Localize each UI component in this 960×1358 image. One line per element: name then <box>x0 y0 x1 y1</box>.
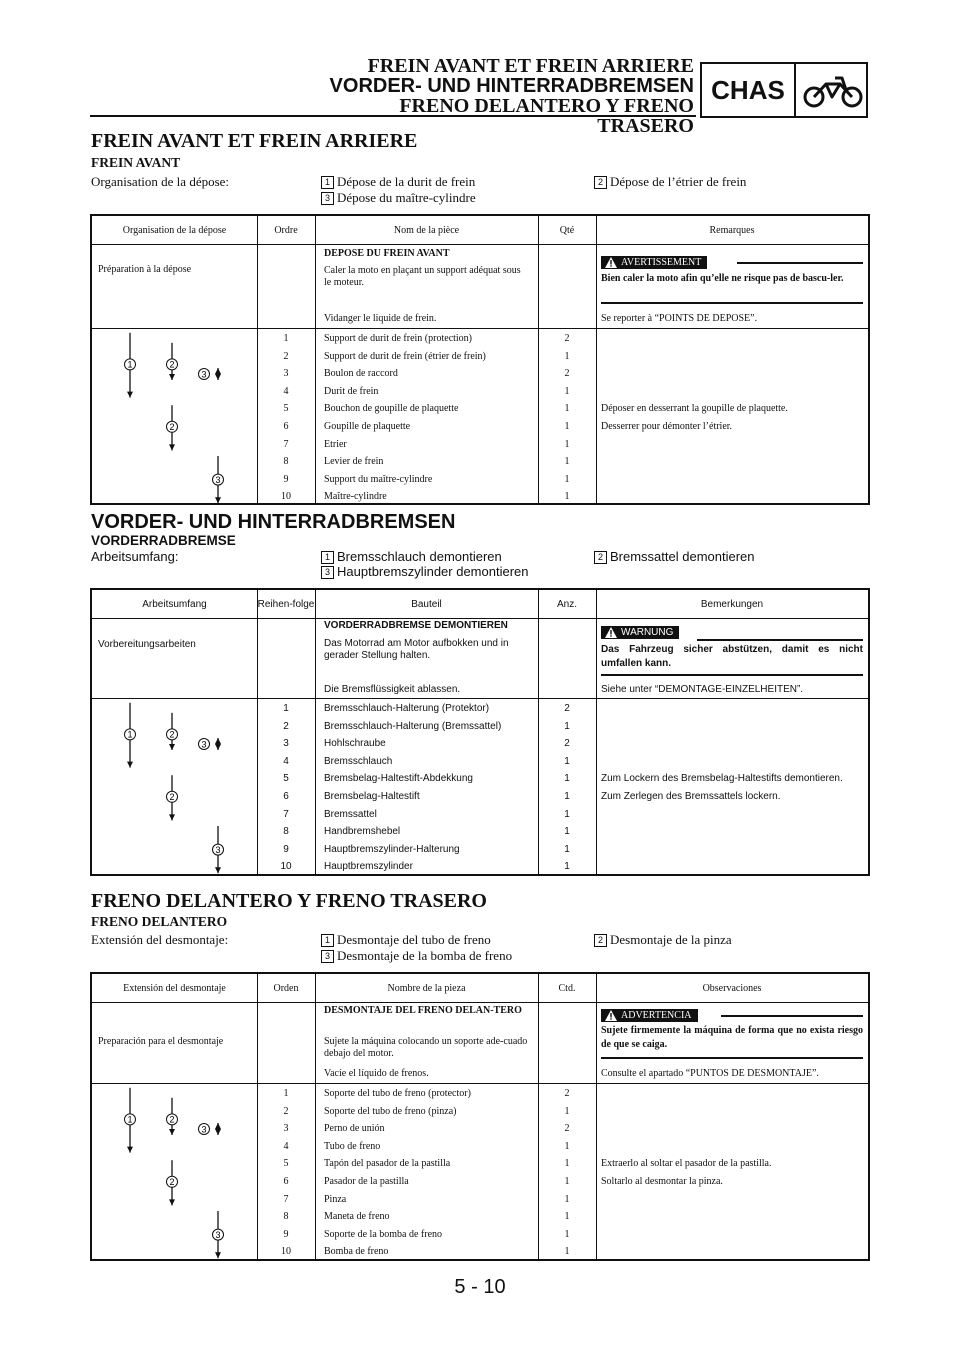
scope-step2-text: Dépose de l’étrier de frein <box>610 174 747 189</box>
scope-step1-de <box>321 549 502 564</box>
order-cell: 2 <box>283 350 289 362</box>
section-title-fr: FREIN AVANT ET FREIN ARRIERE <box>91 130 418 152</box>
section-subtitle-fr: FREIN AVANT <box>91 155 181 170</box>
col-header: Arbeitsumfang <box>142 598 207 610</box>
col-header: Bauteil <box>411 598 442 610</box>
remark-cell: Zum Zerlegen des Bremssattels lockern. <box>601 791 781 802</box>
order-cell: 3 <box>283 1123 289 1135</box>
warning-text: Sujete firmemente la máquina de forma que no exista riesgo de que se caiga. <box>601 1025 863 1050</box>
warning-label <box>601 1009 698 1022</box>
scope-step2-text: Bremssattel demontieren <box>610 549 755 564</box>
arrow-head <box>169 814 175 820</box>
order-cell: 5 <box>283 773 289 785</box>
step-marker-label: 3 <box>215 844 221 855</box>
disassembly-table-fr <box>90 214 870 505</box>
order-cell: 10 <box>281 1246 291 1258</box>
part-name: Pasador de la pastilla <box>324 1176 409 1187</box>
col-header: Remarques <box>709 224 755 236</box>
page-number: 5 - 10 <box>454 1276 506 1298</box>
part-name: Support de durit de frein (protection) <box>324 333 473 344</box>
order-cell: 4 <box>283 385 289 397</box>
prep-heading: DESMONTAJE DEL FRENO DELAN-TERO <box>324 1005 522 1016</box>
part-name: Bremsbelag-Haltestift <box>324 791 420 802</box>
order-cell: 6 <box>283 1176 289 1187</box>
order-cell: 10 <box>280 861 292 873</box>
prep-label: Préparation à la dépose <box>98 264 192 275</box>
marker-2: 2 <box>594 551 607 564</box>
table-header <box>92 590 868 619</box>
quantity-cell: 1 <box>564 403 570 415</box>
order-cell: 8 <box>283 826 289 838</box>
prep-heading: DEPOSE DU FREIN AVANT <box>324 248 450 259</box>
step-marker-label: 3 <box>201 369 207 380</box>
quantity-cell: 1 <box>564 773 570 785</box>
prep-heading: VORDERRADBREMSE DEMONTIEREN <box>324 620 508 631</box>
part-name: Goupille de plaquette <box>324 421 411 432</box>
order-cell: 7 <box>283 808 289 820</box>
quantity-cell: 1 <box>564 1105 570 1117</box>
warning-rule <box>601 302 863 304</box>
remark-cell: Soltarlo al desmontar la pinza. <box>601 1176 723 1187</box>
part-name: Bremssattel <box>324 808 377 820</box>
section-subtitle-es: FRENO DELANTERO <box>91 914 228 929</box>
quantity-cell: 2 <box>564 1088 570 1099</box>
warning-label-text: ADVERTENCIA <box>621 1010 692 1021</box>
warning-rule <box>601 674 863 676</box>
step-marker-label: 2 <box>169 792 175 803</box>
quantity-cell: 1 <box>564 755 570 767</box>
col-header: Organisation de la dépose <box>122 224 227 236</box>
motorcycle-icon <box>802 70 864 110</box>
part-name: Levier de frein <box>324 456 384 468</box>
header-rule <box>90 115 696 117</box>
arrow-head <box>215 867 221 873</box>
order-diagram <box>92 1083 257 1259</box>
scope-label-es: Extensión del desmontaje: <box>91 932 229 947</box>
header-title-de: VORDER- UND HINTERRADBREMSEN <box>329 75 694 97</box>
part-name: Soporte del tubo de freno (pinza) <box>324 1105 457 1117</box>
arrow-head <box>169 1129 175 1135</box>
order-cell: 4 <box>283 755 289 767</box>
order-cell: 9 <box>283 843 289 855</box>
order-cell: 3 <box>283 368 289 380</box>
step-marker-label: 1 <box>127 359 133 370</box>
arrow-head <box>215 1252 221 1258</box>
col-header: Ordre <box>274 224 298 236</box>
part-name: Bremsschlauch-Halterung (Protektor) <box>324 703 490 714</box>
marker-3: 3 <box>321 566 334 579</box>
warning-label <box>601 256 707 269</box>
table-header <box>92 974 868 1003</box>
quantity-cell: 2 <box>564 1123 570 1135</box>
remark-cell: Zum Lockern des Bremsbelag-Haltestifts demontieren. <box>601 773 843 785</box>
section-subtitle-de: VORDERRADBREMSE <box>91 533 236 548</box>
order-cell: 5 <box>283 1158 289 1170</box>
quantity-cell: 1 <box>564 1228 570 1240</box>
part-name: Bremsschlauch <box>324 755 393 767</box>
quantity-cell: 2 <box>564 368 570 380</box>
order-cell: 2 <box>283 1105 289 1117</box>
arrow-head <box>169 1199 175 1205</box>
part-name: Maneta de freno <box>324 1211 390 1223</box>
quantity-cell: 1 <box>564 1193 570 1205</box>
scope-step2-text: Desmontaje de la pinza <box>610 932 732 947</box>
scope-step1-text: Dépose de la durit de frein <box>337 174 476 189</box>
prep-label: Vorbereitungsarbeiten <box>98 639 196 650</box>
step-marker-label: 3 <box>201 739 207 750</box>
warning-rule <box>601 1057 863 1059</box>
order-cell: 1 <box>283 703 289 714</box>
part-name: Boulon de raccord <box>324 368 398 380</box>
prep-remark: Se reporter à “POINTS DE DEPOSE”. <box>601 313 758 324</box>
scope-step2-fr <box>594 174 746 190</box>
arrow-head <box>215 738 221 744</box>
prep-remark: Consulte el apartado “PUNTOS DE DESMONTAJE”. <box>601 1068 819 1079</box>
step-marker-label: 2 <box>169 729 175 740</box>
order-cell: 3 <box>283 738 289 750</box>
quantity-cell: 1 <box>564 438 570 450</box>
marker-1: 1 <box>321 176 334 189</box>
prep-item: Sujete la máquina colocando un soporte ade-cuado debajo del motor. <box>324 1036 528 1059</box>
order-cell: 6 <box>283 791 289 802</box>
quantity-cell: 1 <box>564 1246 570 1258</box>
step-marker-label: 2 <box>169 1177 175 1188</box>
quantity-cell: 1 <box>564 491 570 503</box>
step-marker-label: 2 <box>169 1114 175 1125</box>
marker-2: 2 <box>594 176 607 189</box>
order-cell: 1 <box>283 1088 289 1099</box>
table-header <box>92 216 868 245</box>
chapter-badge-text: CHAS <box>711 75 785 105</box>
quantity-cell: 1 <box>564 843 570 855</box>
step-marker-label: 2 <box>169 359 175 370</box>
quantity-cell: 1 <box>564 350 570 362</box>
scope-label-de: Arbeitsumfang: <box>91 549 179 564</box>
part-name: Support de durit de frein (étrier de frein) <box>324 350 486 362</box>
arrow-head <box>169 374 175 380</box>
col-header: Observaciones <box>702 982 762 994</box>
part-name: Bouchon de goupille de plaquette <box>324 403 459 415</box>
warning-text: Das Fahrzeug sicher abstützen, damit es nicht umfallen kann. <box>601 644 863 669</box>
part-name: Soporte del tubo de freno (protector) <box>324 1088 471 1099</box>
col-header: Extensión del desmontaje <box>123 982 226 994</box>
order-diagram <box>92 328 257 504</box>
part-name: Hauptbremszylinder <box>324 861 413 873</box>
part-name: Tubo de freno <box>324 1140 381 1152</box>
header-title-fr: FREIN AVANT ET FREIN ARRIERE <box>367 55 694 77</box>
step-marker-label: 1 <box>127 1114 133 1125</box>
quantity-cell: 1 <box>564 421 570 432</box>
quantity-cell: 2 <box>564 703 570 714</box>
warning-box <box>601 626 863 686</box>
order-diagram <box>92 698 257 874</box>
part-name: Soporte de la bomba de freno <box>324 1228 443 1240</box>
chapter-badge <box>700 62 868 118</box>
quantity-cell: 1 <box>564 826 570 838</box>
part-name: Bremsschlauch-Halterung (Bremssattel) <box>324 720 502 732</box>
quantity-cell: 1 <box>564 720 570 732</box>
order-cell: 2 <box>283 720 289 732</box>
quantity-cell: 2 <box>564 333 570 344</box>
warning-icon <box>605 257 617 268</box>
step-marker-label: 3 <box>215 1229 221 1240</box>
header-title-es: FRENO DELANTERO Y FRENO TRASERO <box>399 95 694 137</box>
remark-cell: Déposer en desserrant la goupille de plaquette. <box>601 403 788 415</box>
scope-step1-text: Desmontaje del tubo de freno <box>337 932 491 947</box>
part-name: Support du maître-cylindre <box>324 473 433 485</box>
quantity-cell: 1 <box>564 473 570 485</box>
order-cell: 8 <box>283 456 289 468</box>
quantity-cell: 1 <box>564 1158 570 1170</box>
scope-step3-de <box>321 564 528 579</box>
scope-step3-es <box>321 948 512 964</box>
quantity-cell: 1 <box>564 1211 570 1223</box>
step-marker-label: 3 <box>201 1124 207 1135</box>
running-header <box>300 56 694 136</box>
arrow-head <box>127 762 133 768</box>
col-header: Ctd. <box>558 982 576 994</box>
quantity-cell: 1 <box>564 808 570 820</box>
arrow-head <box>215 374 221 380</box>
arrow-head <box>127 392 133 398</box>
arrow-head <box>169 444 175 450</box>
col-header: Anz. <box>556 598 577 610</box>
quantity-cell: 1 <box>564 1176 570 1187</box>
prep-item: Das Motorrad am Motor aufbokken und in gerader Stellung halten. <box>324 638 509 661</box>
scope-step1-es <box>321 932 491 948</box>
order-cell: 10 <box>281 491 291 503</box>
prep-remark: Siehe unter “DEMONTAGE-EINZELHEITEN”. <box>601 684 804 695</box>
section-title-de: VORDER- UND HINTERRADBREMSEN <box>91 511 456 533</box>
scope-step3-text: Desmontaje de la bomba de freno <box>337 948 513 963</box>
prep-item: Die Bremsflüssigkeit ablassen. <box>324 684 461 695</box>
part-name: Bremsbelag-Haltestift-Abdekkung <box>324 773 473 785</box>
scope-step3-text: Hauptbremszylinder demontieren <box>337 564 529 579</box>
remark-cell: Desserrer pour démonter l’étrier. <box>601 421 733 432</box>
part-name: Pinza <box>324 1193 347 1205</box>
order-cell: 7 <box>283 438 289 450</box>
marker-1: 1 <box>321 934 334 947</box>
marker-3: 3 <box>321 192 334 205</box>
part-name: Hohlschraube <box>324 738 386 750</box>
col-header: Reihen-folge <box>257 598 315 610</box>
part-name: Handbremshebel <box>324 826 401 838</box>
part-name: Durit de frein <box>324 385 379 397</box>
order-cell: 6 <box>283 421 289 432</box>
warning-box <box>601 1009 863 1069</box>
warning-icon <box>605 627 617 638</box>
quantity-cell: 1 <box>564 1140 570 1152</box>
part-name: Tapón del pasador de la pastilla <box>324 1158 451 1170</box>
order-cell: 8 <box>283 1211 289 1223</box>
arrow-head <box>215 1123 221 1129</box>
part-name: Hauptbremszylinder-Halterung <box>324 843 460 855</box>
prep-item: Vacíe el líquido de frenos. <box>324 1068 429 1079</box>
badge-divider <box>794 64 796 116</box>
warning-text: Bien caler la moto afin qu’elle ne risque pas de bascu-ler. <box>601 273 844 284</box>
warning-rule <box>721 1015 863 1017</box>
scope-label-fr: Organisation de la dépose: <box>91 174 230 189</box>
prep-item: Vidanger le liquide de frein. <box>324 313 437 324</box>
scope-step2-es <box>594 932 732 948</box>
warning-box <box>601 256 863 316</box>
marker-1: 1 <box>321 551 334 564</box>
part-name: Perno de unión <box>324 1123 385 1135</box>
order-cell: 1 <box>283 333 289 344</box>
col-header: Orden <box>273 982 299 994</box>
part-name: Maître-cylindre <box>324 491 387 503</box>
remark-cell: Extraerlo al soltar el pasador de la pastilla. <box>601 1158 772 1170</box>
prep-item: Caler la moto en plaçant un support adéquat sous le moteur. <box>324 265 521 288</box>
part-name: Etrier <box>324 438 347 450</box>
disassembly-table-de <box>90 588 870 876</box>
order-cell: 7 <box>283 1193 289 1205</box>
quantity-cell: 1 <box>564 791 570 802</box>
prep-label: Preparación para el desmontaje <box>98 1036 224 1047</box>
quantity-cell: 2 <box>564 738 570 750</box>
quantity-cell: 1 <box>564 456 570 468</box>
scope-step1-fr <box>321 174 475 190</box>
part-name: Bomba de freno <box>324 1246 389 1258</box>
marker-3: 3 <box>321 950 334 963</box>
scope-step3-text: Dépose du maître-cylindre <box>337 190 476 205</box>
arrow-head <box>127 1147 133 1153</box>
col-header: Bemerkungen <box>700 598 764 610</box>
arrow-head <box>215 1129 221 1135</box>
order-cell: 4 <box>283 1140 289 1152</box>
warning-label <box>601 626 679 639</box>
warning-icon <box>605 1010 617 1021</box>
warning-label-text: WARNUNG <box>621 627 674 638</box>
warning-rule <box>697 639 863 641</box>
quantity-cell: 1 <box>564 861 570 873</box>
order-cell: 9 <box>283 1228 289 1240</box>
disassembly-table-es <box>90 972 870 1261</box>
step-marker-label: 3 <box>215 474 221 485</box>
arrow-head <box>215 368 221 374</box>
col-header: Qté <box>559 224 575 236</box>
order-cell: 9 <box>283 473 289 485</box>
scope-step3-fr <box>321 190 476 206</box>
quantity-cell: 1 <box>564 385 570 397</box>
arrow-head <box>215 497 221 503</box>
marker-2: 2 <box>594 934 607 947</box>
arrow-head <box>169 744 175 750</box>
order-cell: 5 <box>283 403 289 415</box>
warning-label-text: AVERTISSEMENT <box>621 257 702 268</box>
section-title-es: FRENO DELANTERO Y FRENO TRASERO <box>91 890 487 912</box>
col-header: Nom de la pièce <box>393 224 460 236</box>
step-marker-label: 2 <box>169 422 175 433</box>
warning-rule <box>737 262 863 264</box>
step-marker-label: 1 <box>127 729 133 740</box>
scope-step2-de <box>594 549 755 564</box>
arrow-head <box>215 744 221 750</box>
col-header: Nombre de la pieza <box>387 982 466 994</box>
scope-step1-text: Bremsschlauch demontieren <box>337 549 502 564</box>
